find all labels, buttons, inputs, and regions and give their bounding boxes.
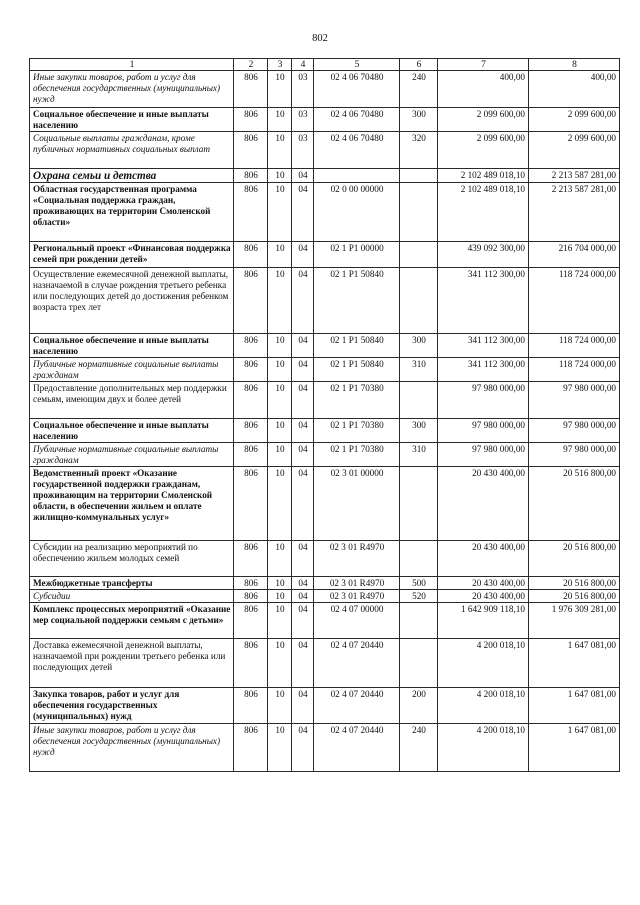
table-row bbox=[30, 590, 620, 603]
amount-year-2: 1 976 309 281,00 bbox=[529, 603, 620, 639]
ministry-code: 806 bbox=[234, 358, 268, 382]
ministry-code: 806 bbox=[234, 132, 268, 169]
ministry-code: 806 bbox=[234, 590, 268, 603]
table-row bbox=[30, 242, 620, 268]
section-code: 10 bbox=[268, 688, 292, 724]
page-number: 802 bbox=[312, 33, 328, 44]
column-header: 2 bbox=[234, 59, 268, 71]
amount-year-1: 439 092 300,00 bbox=[438, 242, 529, 268]
row-name: Предоставление дополнительных мер поддержки семьям, имеющим двух и более детей bbox=[30, 382, 234, 419]
row-name: Публичные нормативные социальные выплаты гражданам bbox=[30, 443, 234, 467]
target-article-code: 02 3 01 R4970 bbox=[314, 590, 400, 603]
ministry-code: 806 bbox=[234, 108, 268, 132]
row-name: Социальные выплаты гражданам, кроме публичных нормативных социальных выплат bbox=[30, 132, 234, 169]
expense-type-code bbox=[400, 603, 438, 639]
row-name: Публичные нормативные социальные выплаты гражданам bbox=[30, 358, 234, 382]
amount-year-1: 20 430 400,00 bbox=[438, 577, 529, 590]
table-row bbox=[30, 603, 620, 639]
budget-table bbox=[29, 58, 620, 772]
section-code: 10 bbox=[268, 358, 292, 382]
subsection-code: 04 bbox=[292, 419, 314, 443]
target-article-code: 02 4 06 70480 bbox=[314, 71, 400, 108]
table-row bbox=[30, 132, 620, 169]
subsection-code: 04 bbox=[292, 169, 314, 183]
table-row bbox=[30, 108, 620, 132]
target-article-code: 02 4 07 20440 bbox=[314, 688, 400, 724]
column-header: 7 bbox=[438, 59, 529, 71]
amount-year-2: 2 213 587 281,00 bbox=[529, 169, 620, 183]
section-code: 10 bbox=[268, 577, 292, 590]
amount-year-1: 341 112 300,00 bbox=[438, 268, 529, 334]
target-article-code: 02 4 06 70480 bbox=[314, 108, 400, 132]
expense-type-code: 240 bbox=[400, 724, 438, 772]
amount-year-2: 2 099 600,00 bbox=[529, 132, 620, 169]
subsection-code: 04 bbox=[292, 541, 314, 577]
row-name: Доставка ежемесячной денежной выплаты, назначаемой при рождении третьего ребенка или последующих детей bbox=[30, 639, 234, 688]
section-code: 10 bbox=[268, 724, 292, 772]
table-row bbox=[30, 382, 620, 419]
ministry-code: 806 bbox=[234, 577, 268, 590]
target-article-code bbox=[314, 169, 400, 183]
amount-year-1: 2 099 600,00 bbox=[438, 108, 529, 132]
subsection-code: 03 bbox=[292, 108, 314, 132]
amount-year-1: 97 980 000,00 bbox=[438, 419, 529, 443]
amount-year-2: 2 213 587 281,00 bbox=[529, 183, 620, 242]
ministry-code: 806 bbox=[234, 639, 268, 688]
subsection-code: 04 bbox=[292, 183, 314, 242]
expense-type-code bbox=[400, 268, 438, 334]
target-article-code: 02 1 P1 70380 bbox=[314, 419, 400, 443]
expense-type-code bbox=[400, 169, 438, 183]
amount-year-1: 20 430 400,00 bbox=[438, 590, 529, 603]
header-row bbox=[30, 59, 620, 71]
amount-year-2: 1 647 081,00 bbox=[529, 724, 620, 772]
target-article-code: 02 3 01 00000 bbox=[314, 467, 400, 541]
subsection-code: 03 bbox=[292, 71, 314, 108]
expense-type-code: 300 bbox=[400, 419, 438, 443]
target-article-code: 02 4 06 70480 bbox=[314, 132, 400, 169]
subsection-code: 04 bbox=[292, 242, 314, 268]
amount-year-1: 4 200 018,10 bbox=[438, 688, 529, 724]
column-header: 3 bbox=[268, 59, 292, 71]
section-code: 10 bbox=[268, 183, 292, 242]
amount-year-2: 1 647 081,00 bbox=[529, 688, 620, 724]
row-name: Закупка товаров, работ и услуг для обеспечения государственных (муниципальных) нужд bbox=[30, 688, 234, 724]
subsection-code: 04 bbox=[292, 268, 314, 334]
target-article-code: 02 4 07 00000 bbox=[314, 603, 400, 639]
column-header: 4 bbox=[292, 59, 314, 71]
amount-year-2: 20 516 800,00 bbox=[529, 577, 620, 590]
table-row bbox=[30, 688, 620, 724]
target-article-code: 02 1 P1 50840 bbox=[314, 268, 400, 334]
target-article-code: 02 4 07 20440 bbox=[314, 639, 400, 688]
section-code: 10 bbox=[268, 443, 292, 467]
target-article-code: 02 1 P1 00000 bbox=[314, 242, 400, 268]
expense-type-code bbox=[400, 639, 438, 688]
expense-type-code bbox=[400, 467, 438, 541]
amount-year-1: 4 200 018,10 bbox=[438, 724, 529, 772]
amount-year-1: 2 099 600,00 bbox=[438, 132, 529, 169]
column-header: 8 bbox=[529, 59, 620, 71]
amount-year-1: 2 102 489 018,10 bbox=[438, 183, 529, 242]
amount-year-1: 20 430 400,00 bbox=[438, 541, 529, 577]
expense-type-code: 310 bbox=[400, 358, 438, 382]
table-row bbox=[30, 334, 620, 358]
ministry-code: 806 bbox=[234, 169, 268, 183]
amount-year-2: 118 724 000,00 bbox=[529, 334, 620, 358]
row-name: Социальное обеспечение и иные выплаты населению bbox=[30, 419, 234, 443]
amount-year-1: 2 102 489 018,10 bbox=[438, 169, 529, 183]
table-row bbox=[30, 577, 620, 590]
subsection-code: 04 bbox=[292, 358, 314, 382]
target-article-code: 02 3 01 R4970 bbox=[314, 541, 400, 577]
section-code: 10 bbox=[268, 242, 292, 268]
row-name: Областная государственная программа «Социальная поддержка граждан, проживающих на территории Смоленской области» bbox=[30, 183, 234, 242]
amount-year-2: 216 704 000,00 bbox=[529, 242, 620, 268]
expense-type-code: 310 bbox=[400, 443, 438, 467]
target-article-code: 02 3 01 R4970 bbox=[314, 577, 400, 590]
target-article-code: 02 1 P1 70380 bbox=[314, 382, 400, 419]
subsection-code: 04 bbox=[292, 590, 314, 603]
expense-type-code: 520 bbox=[400, 590, 438, 603]
table-row bbox=[30, 268, 620, 334]
table-row bbox=[30, 541, 620, 577]
section-code: 10 bbox=[268, 334, 292, 358]
amount-year-2: 20 516 800,00 bbox=[529, 590, 620, 603]
expense-type-code bbox=[400, 382, 438, 419]
table-row bbox=[30, 443, 620, 467]
row-name: Иные закупки товаров, работ и услуг для обеспечения государственных (муниципальных) нужд bbox=[30, 71, 234, 108]
subsection-code: 04 bbox=[292, 639, 314, 688]
amount-year-1: 97 980 000,00 bbox=[438, 382, 529, 419]
row-name: Комплекс процессных мероприятий «Оказание мер социальной поддержки семьям с детьми» bbox=[30, 603, 234, 639]
ministry-code: 806 bbox=[234, 382, 268, 419]
amount-year-2: 97 980 000,00 bbox=[529, 382, 620, 419]
target-article-code: 02 1 P1 70380 bbox=[314, 443, 400, 467]
row-name: Иные закупки товаров, работ и услуг для обеспечения государственных (муниципальных) нужд bbox=[30, 724, 234, 772]
section-code: 10 bbox=[268, 169, 292, 183]
section-code: 10 bbox=[268, 603, 292, 639]
column-header: 1 bbox=[30, 59, 234, 71]
amount-year-1: 341 112 300,00 bbox=[438, 358, 529, 382]
expense-type-code bbox=[400, 242, 438, 268]
table-row bbox=[30, 183, 620, 242]
expense-type-code: 240 bbox=[400, 71, 438, 108]
expense-type-code: 500 bbox=[400, 577, 438, 590]
subsection-code: 04 bbox=[292, 688, 314, 724]
target-article-code: 02 0 00 00000 bbox=[314, 183, 400, 242]
row-name: Субсидии на реализацию мероприятий по обеспечению жильем молодых семей bbox=[30, 541, 234, 577]
section-code: 10 bbox=[268, 108, 292, 132]
subsection-code: 04 bbox=[292, 577, 314, 590]
subsection-code: 03 bbox=[292, 132, 314, 169]
ministry-code: 806 bbox=[234, 724, 268, 772]
subsection-code: 04 bbox=[292, 443, 314, 467]
ministry-code: 806 bbox=[234, 443, 268, 467]
target-article-code: 02 4 07 20440 bbox=[314, 724, 400, 772]
amount-year-2: 97 980 000,00 bbox=[529, 443, 620, 467]
subsection-code: 04 bbox=[292, 724, 314, 772]
table-row bbox=[30, 358, 620, 382]
table-row bbox=[30, 639, 620, 688]
ministry-code: 806 bbox=[234, 334, 268, 358]
section-code: 10 bbox=[268, 419, 292, 443]
target-article-code: 02 1 P1 50840 bbox=[314, 334, 400, 358]
ministry-code: 806 bbox=[234, 268, 268, 334]
amount-year-1: 97 980 000,00 bbox=[438, 443, 529, 467]
section-code: 10 bbox=[268, 382, 292, 419]
expense-type-code: 300 bbox=[400, 108, 438, 132]
row-name: Осуществление ежемесячной денежной выплаты, назначаемой в случае рождения третьего ребенка или последующих детей до достижения ребенком возраста трех лет bbox=[30, 268, 234, 334]
row-name: Охрана семьи и детства bbox=[30, 169, 234, 183]
column-header: 5 bbox=[314, 59, 400, 71]
row-name: Социальное обеспечение и иные выплаты населению bbox=[30, 108, 234, 132]
expense-type-code: 320 bbox=[400, 132, 438, 169]
amount-year-2: 20 516 800,00 bbox=[529, 467, 620, 541]
section-code: 10 bbox=[268, 639, 292, 688]
section-code: 10 bbox=[268, 268, 292, 334]
amount-year-2: 1 647 081,00 bbox=[529, 639, 620, 688]
expense-type-code bbox=[400, 541, 438, 577]
subsection-code: 04 bbox=[292, 334, 314, 358]
subsection-code: 04 bbox=[292, 382, 314, 419]
ministry-code: 806 bbox=[234, 688, 268, 724]
ministry-code: 806 bbox=[234, 183, 268, 242]
subsection-code: 04 bbox=[292, 603, 314, 639]
table-row bbox=[30, 467, 620, 541]
amount-year-2: 118 724 000,00 bbox=[529, 268, 620, 334]
amount-year-1: 400,00 bbox=[438, 71, 529, 108]
amount-year-2: 400,00 bbox=[529, 71, 620, 108]
column-header: 6 bbox=[400, 59, 438, 71]
row-name: Ведомственный проект «Оказание государственной поддержки гражданам, проживающим на территории Смоленской области, в обеспечении жильем и оплате жилищно-коммунальных услуг» bbox=[30, 467, 234, 541]
section-code: 10 bbox=[268, 132, 292, 169]
row-name: Региональный проект «Финансовая поддержка семей при рождении детей» bbox=[30, 242, 234, 268]
subsection-code: 04 bbox=[292, 467, 314, 541]
amount-year-1: 1 642 909 118,10 bbox=[438, 603, 529, 639]
ministry-code: 806 bbox=[234, 419, 268, 443]
section-code: 10 bbox=[268, 467, 292, 541]
amount-year-1: 20 430 400,00 bbox=[438, 467, 529, 541]
amount-year-2: 2 099 600,00 bbox=[529, 108, 620, 132]
expense-type-code bbox=[400, 183, 438, 242]
amount-year-2: 118 724 000,00 bbox=[529, 358, 620, 382]
table-row bbox=[30, 169, 620, 183]
row-name: Межбюджетные трансферты bbox=[30, 577, 234, 590]
amount-year-2: 97 980 000,00 bbox=[529, 419, 620, 443]
amount-year-1: 341 112 300,00 bbox=[438, 334, 529, 358]
amount-year-2: 20 516 800,00 bbox=[529, 541, 620, 577]
expense-type-code: 200 bbox=[400, 688, 438, 724]
section-code: 10 bbox=[268, 71, 292, 108]
ministry-code: 806 bbox=[234, 71, 268, 108]
row-name: Субсидии bbox=[30, 590, 234, 603]
ministry-code: 806 bbox=[234, 541, 268, 577]
ministry-code: 806 bbox=[234, 467, 268, 541]
ministry-code: 806 bbox=[234, 242, 268, 268]
target-article-code: 02 1 P1 50840 bbox=[314, 358, 400, 382]
ministry-code: 806 bbox=[234, 603, 268, 639]
table-row bbox=[30, 419, 620, 443]
table-row bbox=[30, 724, 620, 772]
table-row bbox=[30, 71, 620, 108]
expense-type-code: 300 bbox=[400, 334, 438, 358]
section-code: 10 bbox=[268, 541, 292, 577]
section-code: 10 bbox=[268, 590, 292, 603]
row-name: Социальное обеспечение и иные выплаты населению bbox=[30, 334, 234, 358]
amount-year-1: 4 200 018,10 bbox=[438, 639, 529, 688]
